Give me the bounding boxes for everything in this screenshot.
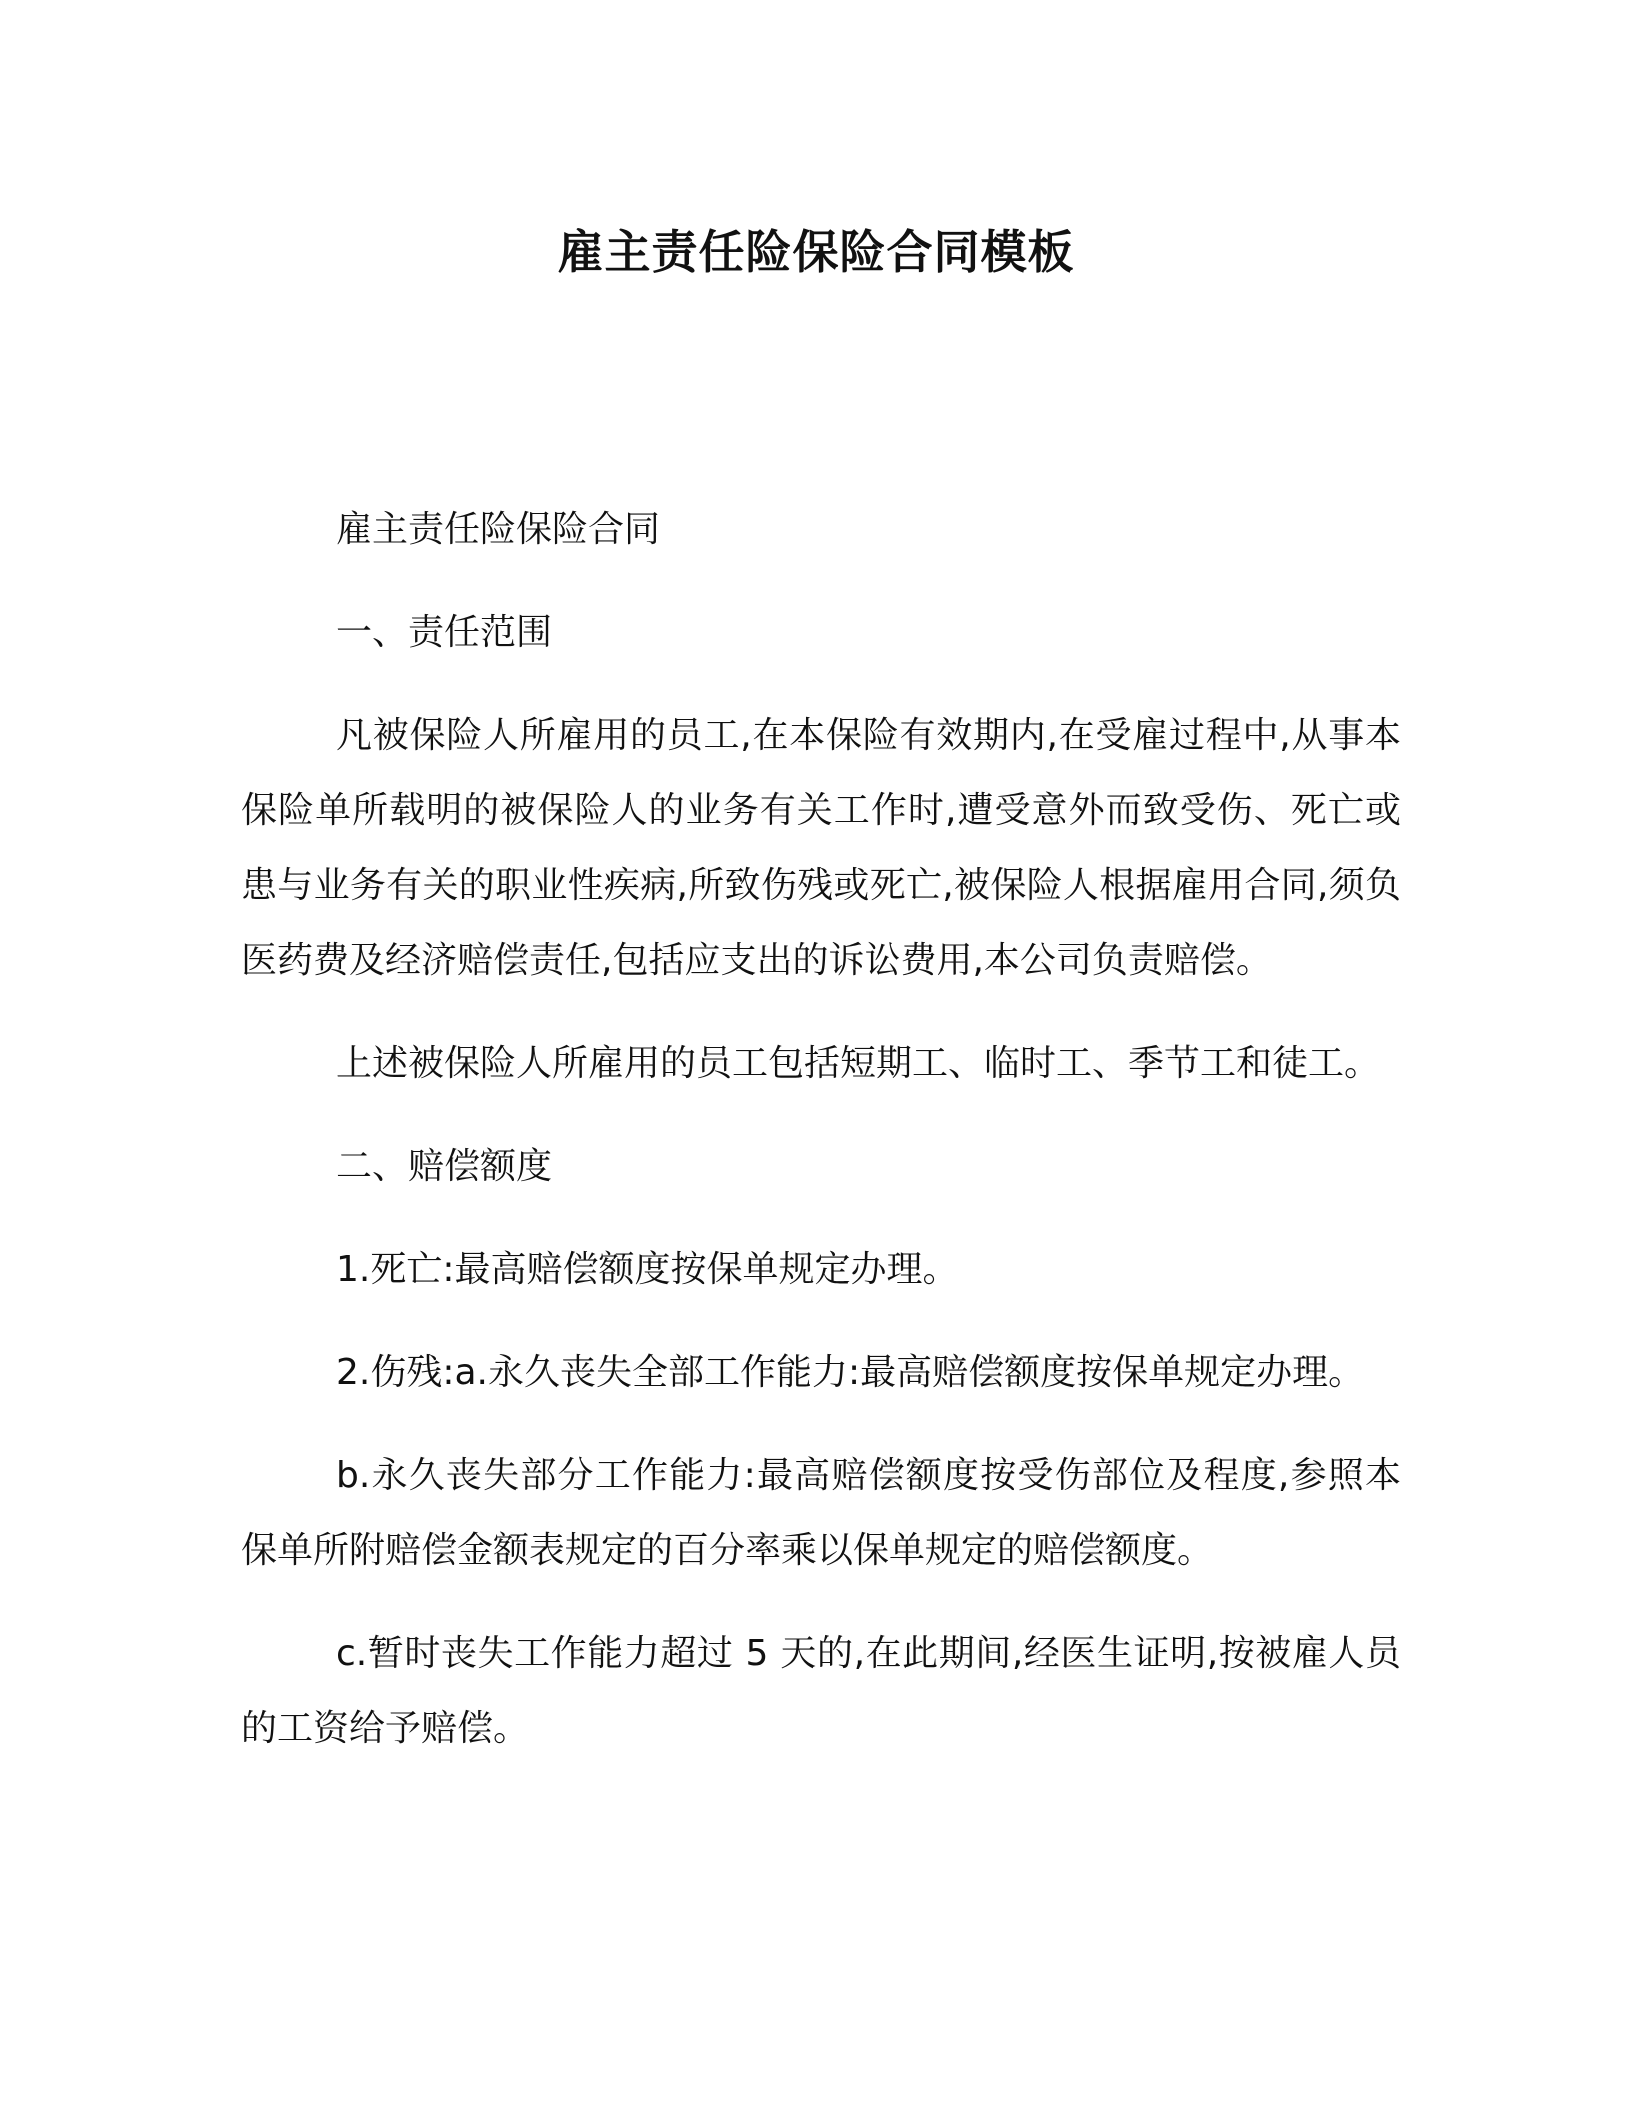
item-death: 1.死亡:最高赔偿额度按保单规定办理。 <box>336 1249 959 1290</box>
document-title: 雇主责任险保险合同模板 <box>557 225 1075 279</box>
document-body <box>241 492 1401 1794</box>
section-heading-compensation: 二、赔偿额度 <box>336 1146 553 1187</box>
paragraph-employees: 上述被保险人所雇用的员工包括短期工、临时工、季节工和徒工。 <box>336 1043 1381 1084</box>
item-disability-total: 2.伤残:a.永久丧失全部工作能力:最高赔偿额度按保单规定办理。 <box>336 1352 1365 1393</box>
paragraph-scope: 凡被保险人所雇用的员工,在本保险有效期内,在受雇过程中,从事本保险单所载明的被保险人的业务有关工作时,遭受意外而致受伤、死亡或患与业务有关的职业性疾病,所致伤残或死亡,被保险人根据雇用合同,须负医药费及经济赔偿责任,包括应支出的诉讼费用,本公司负责赔偿。 <box>241 715 1401 981</box>
section-heading-scope: 一、责任范围 <box>336 612 553 653</box>
contract-heading: 雇主责任险保险合同 <box>336 509 661 550</box>
item-disability-partial: b.永久丧失部分工作能力:最高赔偿额度按受伤部位及程度,参照本保单所附赔偿金额表规定的百分率乘以保单规定的赔偿额度。 <box>241 1455 1401 1571</box>
item-temporary-disability: c.暂时丧失工作能力超过 5 天的,在此期间,经医生证明,按被雇人员的工资给予赔偿。 <box>241 1633 1401 1749</box>
